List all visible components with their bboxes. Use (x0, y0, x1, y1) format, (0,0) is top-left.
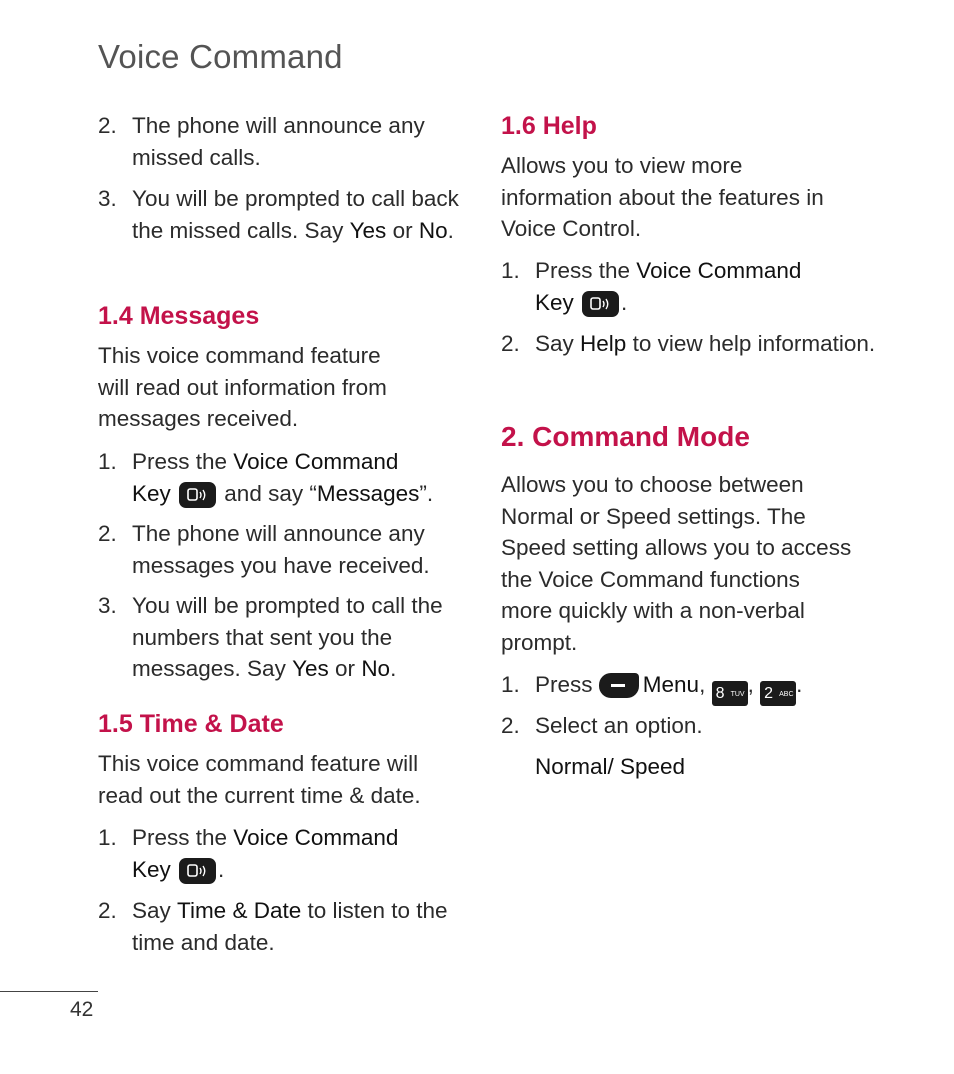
section-intro: Allows you to view more information about the features in Voice Control. (501, 153, 824, 241)
footer-rule (0, 991, 98, 992)
list-item: 1. Press the Voice Command Key . (501, 258, 802, 315)
voice-command-key-icon (582, 291, 619, 317)
list-item: 3. You will be prompted to call back the missed calls. Say Yes or No. (98, 186, 459, 243)
option-list: Normal/ Speed (535, 754, 686, 779)
list-item: 1. Press Menu, 8 TUV , 2 ABC . (501, 669, 876, 706)
list-item: 2. The phone will announce any missed calls. (98, 113, 425, 170)
section-intro: Allows you to choose between Normal or Speed settings. The Speed setting allows you to access the Voice Command functions more quickly with a non-verbal prompt. (501, 472, 852, 655)
page-number: 42 (70, 998, 94, 1021)
list-item: 2. Say Time & Date to listen to the time and date. (98, 898, 448, 955)
key-8-icon: 8 TUV (712, 681, 748, 706)
list-item: 2. Select an option. (501, 713, 703, 738)
section-heading-help: 1.6 Help (501, 112, 597, 140)
section-heading-messages: 1.4 Messages (98, 302, 260, 330)
key-2-icon: 2 ABC (760, 681, 796, 706)
section-heading-time-date: 1.5 Time & Date (98, 710, 284, 738)
voice-command-key-icon (179, 482, 216, 508)
section-heading-command-mode: 2. Command Mode (501, 421, 750, 452)
list-item: 2. The phone will announce any messages you have received. (98, 521, 430, 578)
page-title: Voice Command (98, 38, 343, 75)
list-item: 3. You will be prompted to call the numbers that sent you the messages. Say Yes or No. (98, 593, 443, 681)
voice-command-key-icon (179, 858, 216, 884)
list-item: 2. Say Help to view help information. (501, 331, 876, 356)
section-intro: This voice command feature will read out the current time & date. (98, 751, 421, 808)
list-item: 1. Press the Voice Command Key . (98, 825, 399, 882)
list-item: 1. Press the Voice Command Key and say “Messages”. (98, 449, 434, 506)
section-intro: This voice command feature will read out information from messages received. (98, 343, 387, 431)
left-soft-key-icon (599, 673, 639, 698)
